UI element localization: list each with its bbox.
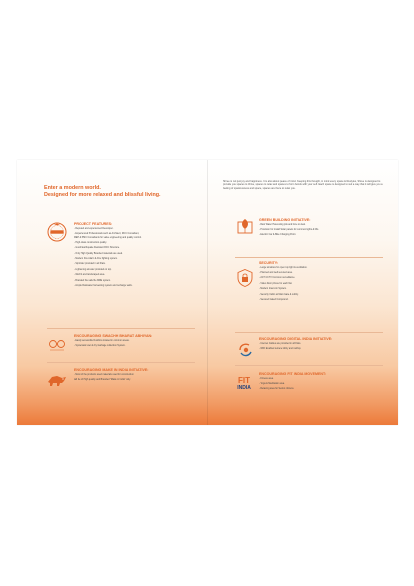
green-building-section [259, 218, 319, 239]
swachh-bharat-glasses-icon [47, 334, 67, 354]
security-section [259, 261, 307, 303]
list-item: - Ample Rainwater harvesting system and recharge wells. [74, 284, 133, 287]
list-item: - Electric Car & Bike Charging Point. [259, 234, 297, 237]
list-item: - Modern Intercom System. [259, 288, 287, 291]
make-in-india-section [74, 368, 148, 382]
list-item: - Experienced Professionals such as Architect, RCC Consultant, [74, 232, 140, 235]
fit-india-logo-icon: FIT INDIA [237, 376, 251, 391]
list-item: - Rain Water Harvesting pits and bore to deal. [259, 223, 306, 226]
green-building-title: GREEN BUILDING INITIATIVE: [259, 218, 311, 222]
list-item: - Well lit and landscaped area. [74, 274, 105, 277]
project-features-section [74, 222, 142, 289]
right-page [208, 160, 398, 425]
list-item: - High-class construction quality. [74, 241, 107, 244]
headline: Enter a modern world. Designed for more relaxed and blissful living. [44, 185, 161, 198]
digital-india-title: ENCOURAGING DIGITAL INDIA INITIATIVE: [259, 337, 333, 341]
list-item: will be of High quality and Branded "Made in India" only. [74, 378, 131, 381]
list-item: - Relaxing area for Senior citizens. [259, 388, 295, 391]
list-item: - Reputed and experienced Developer. [74, 227, 114, 230]
list-item: - Fitness area. [259, 377, 274, 380]
list-item: - Most of the products used materials used for construction [74, 373, 134, 376]
list-item: - WIFI Enabled terrace lobby and rooftop. [259, 347, 302, 350]
left-page [17, 160, 207, 425]
digital-india-section [259, 337, 332, 352]
list-item: - Yoga & Meditation area. [259, 382, 285, 385]
swachh-bharat-title: ENCOURAGING SWACHH BHARAT ABHIYAN: [74, 334, 153, 338]
guarantee-seal-icon [47, 222, 67, 242]
list-item: - 24/7 CCTV Common surveillance. [259, 277, 296, 280]
list-item: - Sprinkler provided in all Flats. [74, 263, 106, 266]
project-features-title: PROJECT FEATURES: [74, 222, 113, 226]
list-item: - Modern Fire Alarm & Fire fighting system. [74, 257, 118, 260]
intro-paragraph: Shree is not just joy and happiness. It is also about peace of mind. Keeping this thought, in mind every space & lifestyles, Shree is designed to provide you spaces to thrive, spaces to relax and spaces to form bonds with your self. Each space is designed to suit a way that it will give you a feeling of spaciousness and space, spaces are there to relax you. [223, 180, 383, 190]
divider [235, 365, 383, 366]
divider [235, 332, 383, 333]
fit-india-section [259, 372, 326, 393]
list-item: - Planned and well secured area. [259, 271, 293, 274]
list-item: - Only High Quality Branded materials are used. [74, 252, 123, 255]
security-title: SECURITY: [259, 261, 279, 265]
list-item: - Lightening arrester provided on top. [74, 268, 112, 271]
digital-india-logo-icon [235, 340, 255, 360]
list-item: - Easily accessible Dustbins located in common areas. [74, 339, 130, 342]
list-item: - Security Cabin at Main Gate & Lobby. [259, 293, 299, 296]
make-in-india-title: ENCOURAGING MAKE IN INDIA INITIATIVE: [74, 368, 149, 372]
brochure-spread [17, 160, 398, 425]
list-item: - Systematic wet & dry Garbage collection System. [74, 344, 126, 347]
make-in-india-lion-icon [46, 370, 68, 390]
green-building-icon [235, 216, 255, 236]
swachh-bharat-section [74, 334, 152, 349]
list-item: - Good Earthquake Resistant RCC Structure. [74, 247, 120, 250]
divider [47, 362, 195, 363]
list-item: - Internet Cables are provided in all Flats. [259, 342, 302, 345]
list-item: - Provision for Install Solar panels for common lights & lifts. [259, 228, 319, 231]
divider [235, 257, 383, 258]
list-item: - Large windows for open top light & ventilation. [259, 266, 308, 269]
divider [47, 328, 195, 329]
list-item: - Video Door phone for each flat. [259, 282, 293, 285]
list-item: - Secured Gated Compound. [259, 298, 289, 301]
list-item: MEP & PMC Consultants for value engineering and quality control. [74, 237, 142, 240]
security-shield-lock-icon [235, 268, 255, 288]
fit-india-title: ENCOURAGING FIT INDIA MOVEMENT: [259, 372, 326, 376]
list-item: - Branded fire safe file MRE system. [74, 279, 111, 282]
